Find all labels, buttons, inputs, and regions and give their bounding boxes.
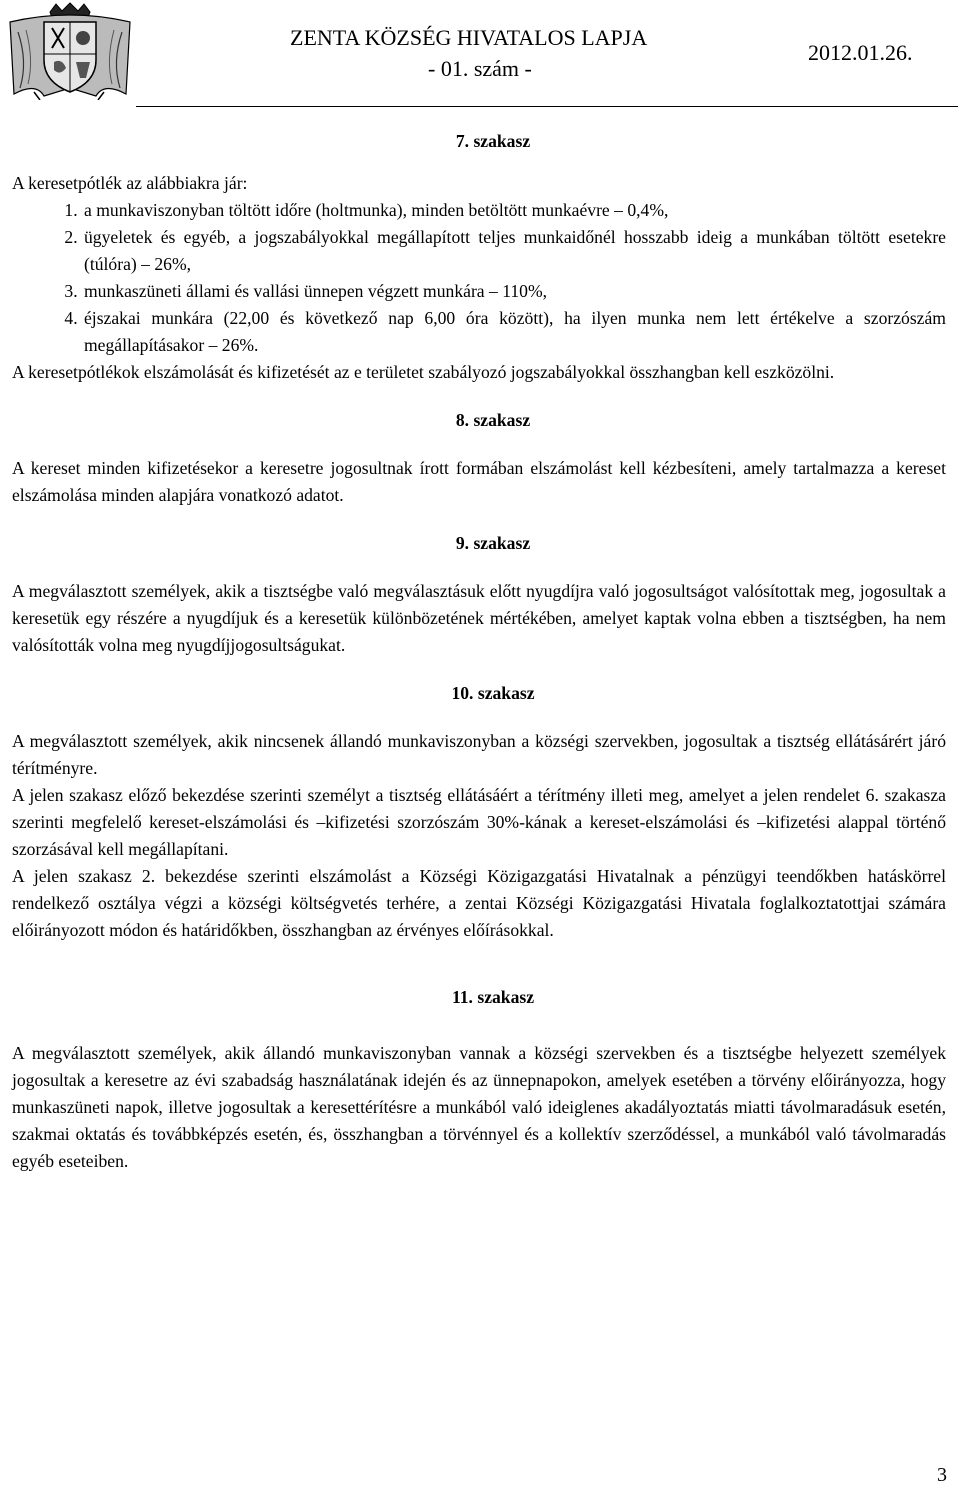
section-10-paragraph-3: A jelen szakasz 2. bekezdése szerinti elszámolást a Községi Közigazgatási Hivatalnak a pénzügyi teendőkben hatáskörrel rendelkező osztálya végzi a községi költségvetés terhére, a zentai Községi Közigazgatási Hivatala foglalkoztatottjai számára előirányozott módon és határidőkben, összhangban az érvényes előírásokkal. (12, 866, 946, 940)
page-header (0, 0, 960, 108)
section-7-closing: A keresetpótlékok elszámolását és kifizetését az e területet szabályozó jogszabályokkal összhangban kell eszközölni. (12, 362, 835, 382)
section-8-title: 8. szakasz (455, 410, 531, 430)
section-9-text: A megválasztott személyek, akik a tisztségbe való megválasztásuk előtt nyugdíjra való jogosultságot valósítottak meg, jogosultak a keresetük egy részére a nyugdíjuk és a keresetük különbözetének mértékében, amelyet kaptak volna ebben a tisztségben, ha nem valósították volna meg nyugdíjjogosultságukat. (12, 581, 946, 655)
issue-number: - 01. szám - (428, 56, 532, 81)
list-item: 4. éjszakai munkára (22,00 és következő nap 6,00 óra között), ha ilyen munka nem lett értékelve a szorzószám megállapításakor – 26%. (82, 305, 946, 359)
section-7-list (12, 197, 946, 359)
list-item: 1. a munkaviszonyban töltött időre (holtmunka), minden betöltött munkaévre – 0,4%, (82, 197, 946, 224)
section-9-title: 9. szakasz (455, 533, 531, 553)
document-body (12, 128, 946, 1175)
section-7-intro: A keresetpótlék az alábbiakra jár: (12, 173, 248, 193)
section-10-paragraph-1: A megválasztott személyek, akik nincsenek állandó munkaviszonyban a községi szervekben, jogosultak a tisztség ellátásárért járó térítményre. (12, 731, 946, 778)
section-11-text: A megválasztott személyek, akik állandó munkaviszonyban vannak a községi szervekben és a tisztségbe helyezett személyek jogosultak a keresetre az évi szabadság használatának idején és az ünnepnapokon, amelyek esetében a törvény előirányozza, hogy munkaszüneti napok, illetve jogosultak a keresettérítésre a munkából való ideiglenes akadályoztatás miatti távolmaradásuk esetén, szakmai oktatás és továbbképzés esetén, és, összhangban a törvénnyel és a kollektív szerződéssel, a munkából való távolmaradás egyéb eseteiben. (12, 1043, 946, 1171)
list-item: 2. ügyeletek és egyéb, a jogszabályokkal megállapított teljes munkaidőnél hosszabb ideig a munkában töltött esetekre (túlóra) – 26%, (82, 224, 946, 278)
section-7-title: 7. szakasz (455, 131, 531, 151)
section-10-paragraph-2: A jelen szakasz előző bekezdése szerinti személyt a tisztség ellátásáért a térítmény illeti meg, amelyet a jelen rendelet 6. szakasza szerinti megfelelő kereset-elszámolási és –kifizetési szorzószám 30%-kának a kereset-elszámolási és –kifizetési alappal történő szorzásával kell megállapítani. (12, 785, 946, 859)
publication-title: ZENTA KÖZSÉG HIVATALOS LAPJA (290, 25, 648, 50)
section-11-title: 11. szakasz (451, 987, 535, 1007)
publication-date: 2012.01.26. (808, 40, 913, 65)
section-10-title: 10. szakasz (451, 683, 535, 703)
section-8-text: A kereset minden kifizetésekor a keresetre jogosultnak írott formában elszámolást kell kézbesíteni, amely tartalmazza a kereset elszámolása minden alapjára vonatkozó adatot. (12, 458, 946, 505)
list-item: 3. munkaszüneti állami és vallási ünnepen végzett munkára – 110%, (82, 278, 946, 305)
coat-of-arms-icon (4, 2, 136, 100)
header-divider (136, 106, 958, 107)
page-number: 3 (937, 1464, 947, 1486)
